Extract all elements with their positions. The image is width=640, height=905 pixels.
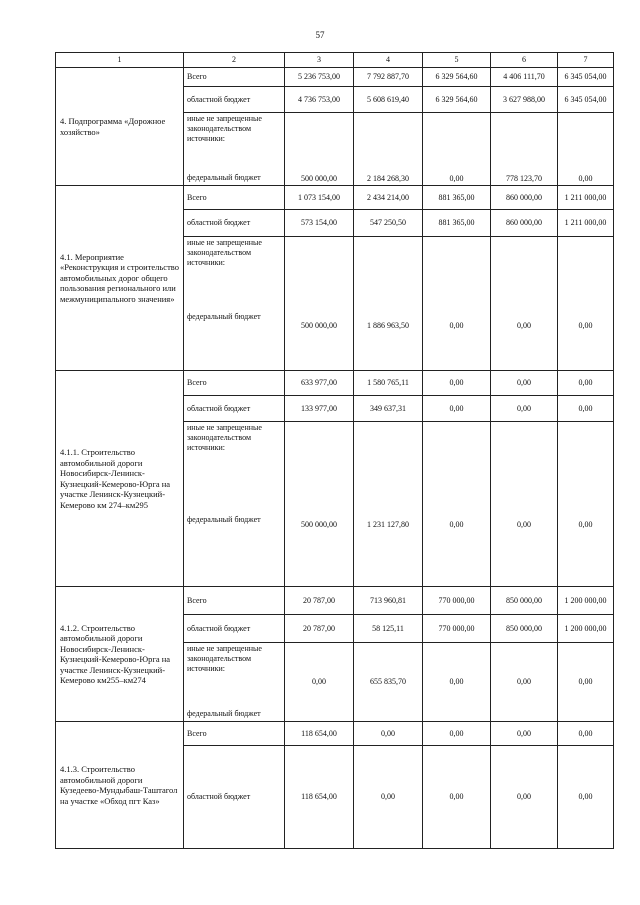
source-label-combined xyxy=(184,113,285,186)
value-cell: 860 000,00 xyxy=(491,186,558,210)
value-cell: 0,00 xyxy=(423,113,491,186)
value-cell: 0,00 xyxy=(558,422,614,587)
program-name-cell: 4.1. Мероприятие «Реконструкция и строительство автомобильных дорог общего пользования регионального или межмуниципального значения» xyxy=(56,186,184,371)
value-cell: 0,00 xyxy=(423,396,491,422)
value-cell: 0,00 xyxy=(423,746,491,849)
budget-table xyxy=(55,52,614,849)
source-label: Всего xyxy=(184,186,285,210)
value-cell: 6 345 054,00 xyxy=(558,87,614,113)
header-cell: 3 xyxy=(285,53,354,68)
header-cell: 1 xyxy=(56,53,184,68)
value-cell: 0,00 xyxy=(354,746,423,849)
source-label: Всего xyxy=(184,722,285,746)
source-label: областной бюджет xyxy=(184,746,285,849)
value-cell: 0,00 xyxy=(285,643,354,722)
value-cell: 0,00 xyxy=(491,422,558,587)
source-label: федеральный бюджет xyxy=(187,515,261,524)
source-label: Всего xyxy=(184,587,285,615)
source-label: федеральный бюджет xyxy=(187,709,261,718)
value-cell: 0,00 xyxy=(491,371,558,396)
value-cell: 770 000,00 xyxy=(423,587,491,615)
value-cell: 850 000,00 xyxy=(491,615,558,643)
source-label: областной бюджет xyxy=(184,210,285,237)
source-label: областной бюджет xyxy=(184,615,285,643)
value-cell: 0,00 xyxy=(491,746,558,849)
value-cell: 778 123,70 xyxy=(491,113,558,186)
value-cell: 655 835,70 xyxy=(354,643,423,722)
value-cell: 7 792 887,70 xyxy=(354,68,423,87)
value-cell: 0,00 xyxy=(558,746,614,849)
value-cell: 0,00 xyxy=(558,237,614,371)
value-cell: 6 329 564,60 xyxy=(423,68,491,87)
value-cell: 860 000,00 xyxy=(491,210,558,237)
source-label-combined xyxy=(184,237,285,371)
source-label: федеральный бюджет xyxy=(187,312,261,321)
value-cell: 6 345 054,00 xyxy=(558,68,614,87)
program-name-cell: 4.1.1. Строительство автомобильной дороги Новосибирск-Ленинск-Кузнецкий-Кемерово-Юрга на участке Ленинск-Кузнецкий-Кемерово км 274–км295 xyxy=(56,371,184,587)
value-cell: 850 000,00 xyxy=(491,587,558,615)
value-cell: 0,00 xyxy=(491,396,558,422)
page-number: 57 xyxy=(315,30,325,40)
source-label: иные не запрещенные законодательством источники: xyxy=(187,114,262,143)
value-cell: 3 627 988,00 xyxy=(491,87,558,113)
value-cell: 1 580 765,11 xyxy=(354,371,423,396)
value-cell: 500 000,00 xyxy=(285,237,354,371)
table-row xyxy=(56,68,614,87)
value-cell: 5 608 619,40 xyxy=(354,87,423,113)
source-label-combined xyxy=(184,422,285,587)
value-cell: 573 154,00 xyxy=(285,210,354,237)
source-label: областной бюджет xyxy=(184,396,285,422)
value-cell: 0,00 xyxy=(423,722,491,746)
table-row xyxy=(56,587,614,615)
value-cell: 2 434 214,00 xyxy=(354,186,423,210)
value-cell: 1 200 000,00 xyxy=(558,587,614,615)
value-cell: 0,00 xyxy=(423,371,491,396)
program-name-cell: 4.1.2. Строительство автомобильной дороги Новосибирск-Ленинск-Кузнецкий-Кемерово-Юрга на участке Ленинск-Кузнецкий-Кемерово км255–км274 xyxy=(56,587,184,722)
header-cell: 6 xyxy=(491,53,558,68)
value-cell: 0,00 xyxy=(558,371,614,396)
value-cell: 0,00 xyxy=(491,643,558,722)
header-cell: 2 xyxy=(184,53,285,68)
value-cell: 500 000,00 xyxy=(285,422,354,587)
header-cell: 7 xyxy=(558,53,614,68)
source-label: федеральный бюджет xyxy=(187,173,261,182)
table-row xyxy=(56,371,614,396)
value-cell: 118 654,00 xyxy=(285,746,354,849)
value-cell: 20 787,00 xyxy=(285,587,354,615)
value-cell: 349 637,31 xyxy=(354,396,423,422)
value-cell: 633 977,00 xyxy=(285,371,354,396)
header-cell: 5 xyxy=(423,53,491,68)
value-cell: 500 000,00 xyxy=(285,113,354,186)
value-cell: 1 886 963,50 xyxy=(354,237,423,371)
value-cell: 1 073 154,00 xyxy=(285,186,354,210)
header-row xyxy=(56,53,614,68)
value-cell: 881 365,00 xyxy=(423,186,491,210)
value-cell: 0,00 xyxy=(558,722,614,746)
value-cell: 0,00 xyxy=(558,643,614,722)
header-cell: 4 xyxy=(354,53,423,68)
value-cell: 5 236 753,00 xyxy=(285,68,354,87)
value-cell: 4 736 753,00 xyxy=(285,87,354,113)
value-cell: 1 211 000,00 xyxy=(558,186,614,210)
value-cell: 0,00 xyxy=(558,113,614,186)
value-cell: 713 960,81 xyxy=(354,587,423,615)
value-cell: 133 977,00 xyxy=(285,396,354,422)
program-name-cell: 4. Подпрограмма «Дорожное хозяйство» xyxy=(56,68,184,186)
value-cell: 1 200 000,00 xyxy=(558,615,614,643)
value-cell: 0,00 xyxy=(491,722,558,746)
value-cell: 0,00 xyxy=(423,237,491,371)
value-cell: 0,00 xyxy=(423,643,491,722)
value-cell: 0,00 xyxy=(354,722,423,746)
value-cell: 4 406 111,70 xyxy=(491,68,558,87)
value-cell: 0,00 xyxy=(423,422,491,587)
source-label: иные не запрещенные законодательством источники: xyxy=(187,423,262,452)
value-cell: 2 184 268,30 xyxy=(354,113,423,186)
source-label-combined xyxy=(184,643,285,722)
program-name-cell: 4.1.3. Строительство автомобильной дороги Кузедеево-Мундыбаш-Таштагол на участке «Обход пгт Каз» xyxy=(56,722,184,849)
value-cell: 1 211 000,00 xyxy=(558,210,614,237)
source-label: иные не запрещенные законодательством источники: xyxy=(187,238,262,267)
source-label: Всего xyxy=(184,371,285,396)
value-cell: 547 250,50 xyxy=(354,210,423,237)
value-cell: 0,00 xyxy=(491,237,558,371)
value-cell: 20 787,00 xyxy=(285,615,354,643)
table-row xyxy=(56,186,614,210)
value-cell: 770 000,00 xyxy=(423,615,491,643)
value-cell: 881 365,00 xyxy=(423,210,491,237)
value-cell: 6 329 564,60 xyxy=(423,87,491,113)
source-label: областной бюджет xyxy=(184,87,285,113)
value-cell: 58 125,11 xyxy=(354,615,423,643)
source-label: Всего xyxy=(184,68,285,87)
source-label: иные не запрещенные законодательством источники: xyxy=(187,644,262,673)
value-cell: 118 654,00 xyxy=(285,722,354,746)
value-cell: 1 231 127,80 xyxy=(354,422,423,587)
table-row xyxy=(56,722,614,746)
value-cell: 0,00 xyxy=(558,396,614,422)
